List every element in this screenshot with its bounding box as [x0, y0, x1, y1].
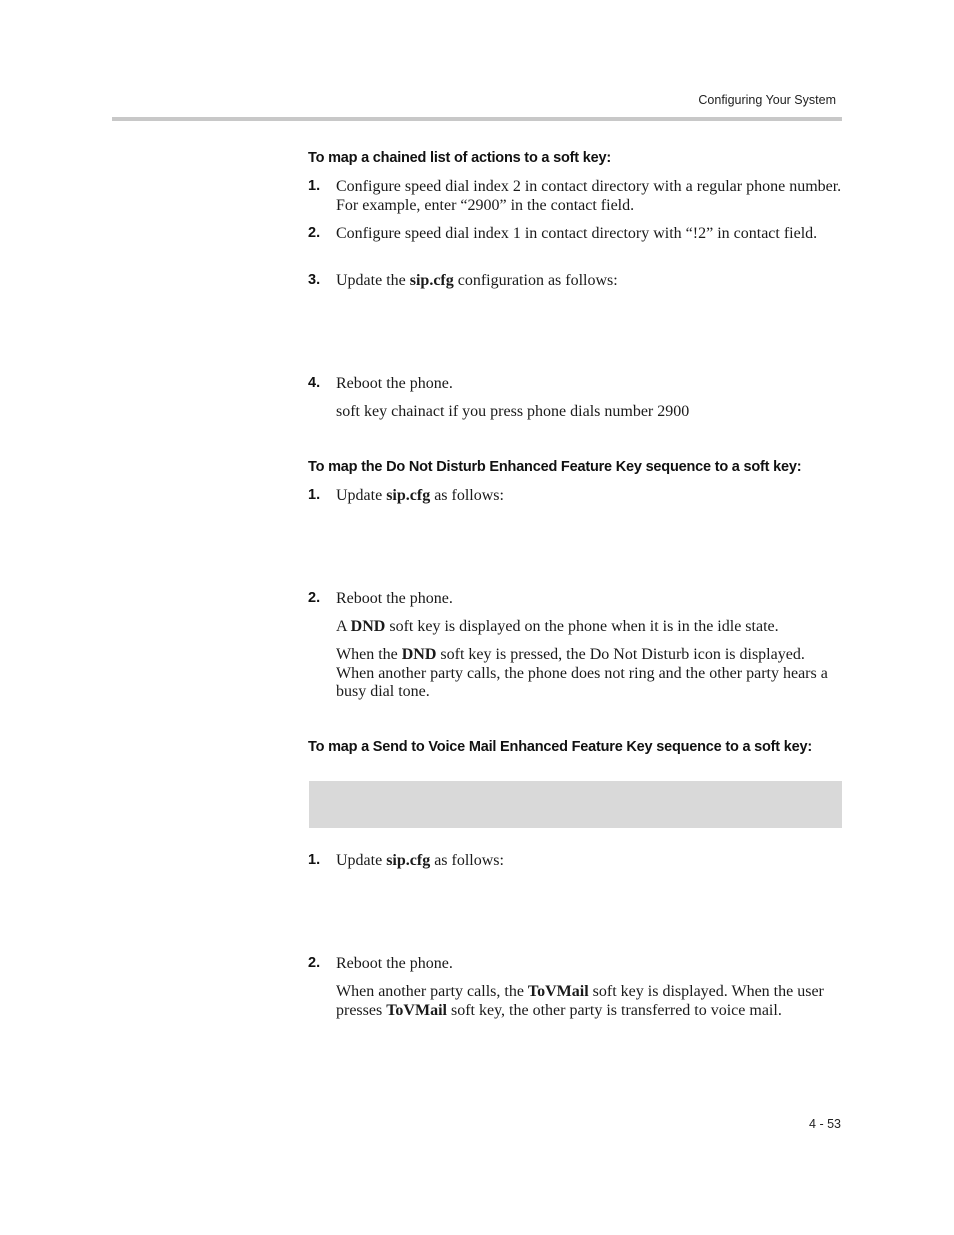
running-header: Configuring Your System: [698, 93, 836, 107]
step-number: 3.: [308, 272, 321, 288]
step-text: Reboot the phone.: [336, 590, 453, 607]
procedure-heading-chained-actions: To map a chained list of actions to a soft key:: [308, 150, 611, 166]
result-paragraph: When another party calls, the ToVMail soft key is displayed. When the user presses ToVMail soft key, the other party is transferred to voice mail.: [336, 983, 824, 1019]
procedure-heading-voicemail: To map a Send to Voice Mail Enhanced Feature Key sequence to a soft key:: [308, 739, 812, 755]
config-file-name: sip.cfg: [386, 852, 431, 869]
procedure-heading-dnd: To map the Do Not Disturb Enhanced Feature Key sequence to a soft key:: [308, 459, 802, 475]
result-paragraph: A DND soft key is displayed on the phone when it is in the idle state.: [336, 618, 779, 635]
step-text: Update sip.cfg as follows:: [336, 487, 504, 504]
step-number: 2.: [308, 590, 321, 606]
step-text: Update the sip.cfg configuration as follows:: [336, 272, 618, 289]
shaded-box: [309, 781, 842, 828]
step-number: 1.: [308, 487, 321, 503]
result-note: soft key chainact if you press phone dials number 2900: [336, 403, 690, 420]
page-number: 4 - 53: [809, 1117, 841, 1131]
step-number: 1.: [308, 852, 321, 868]
config-file-name: sip.cfg: [409, 272, 454, 289]
step-text: Configure speed dial index 1 in contact directory with “!2” in contact field.: [336, 225, 818, 242]
step-number: 4.: [308, 375, 321, 391]
config-file-name: sip.cfg: [386, 487, 431, 504]
step-text: Reboot the phone.: [336, 955, 453, 972]
step-text: Reboot the phone.: [336, 375, 453, 392]
step-number: 1.: [308, 178, 321, 194]
step-number: 2.: [308, 225, 321, 241]
result-paragraph: When the DND soft key is pressed, the Do Not Disturb icon is displayed. When another party calls, the phone does not ring and the other party hears a busy dial tone.: [336, 646, 828, 700]
step-text: Configure speed dial index 2 in contact directory with a regular phone number. For example, enter “2900” in the contact field.: [336, 178, 842, 214]
header-rule: [112, 117, 842, 121]
step-text: Update sip.cfg as follows:: [336, 852, 504, 869]
step-number: 2.: [308, 955, 321, 971]
